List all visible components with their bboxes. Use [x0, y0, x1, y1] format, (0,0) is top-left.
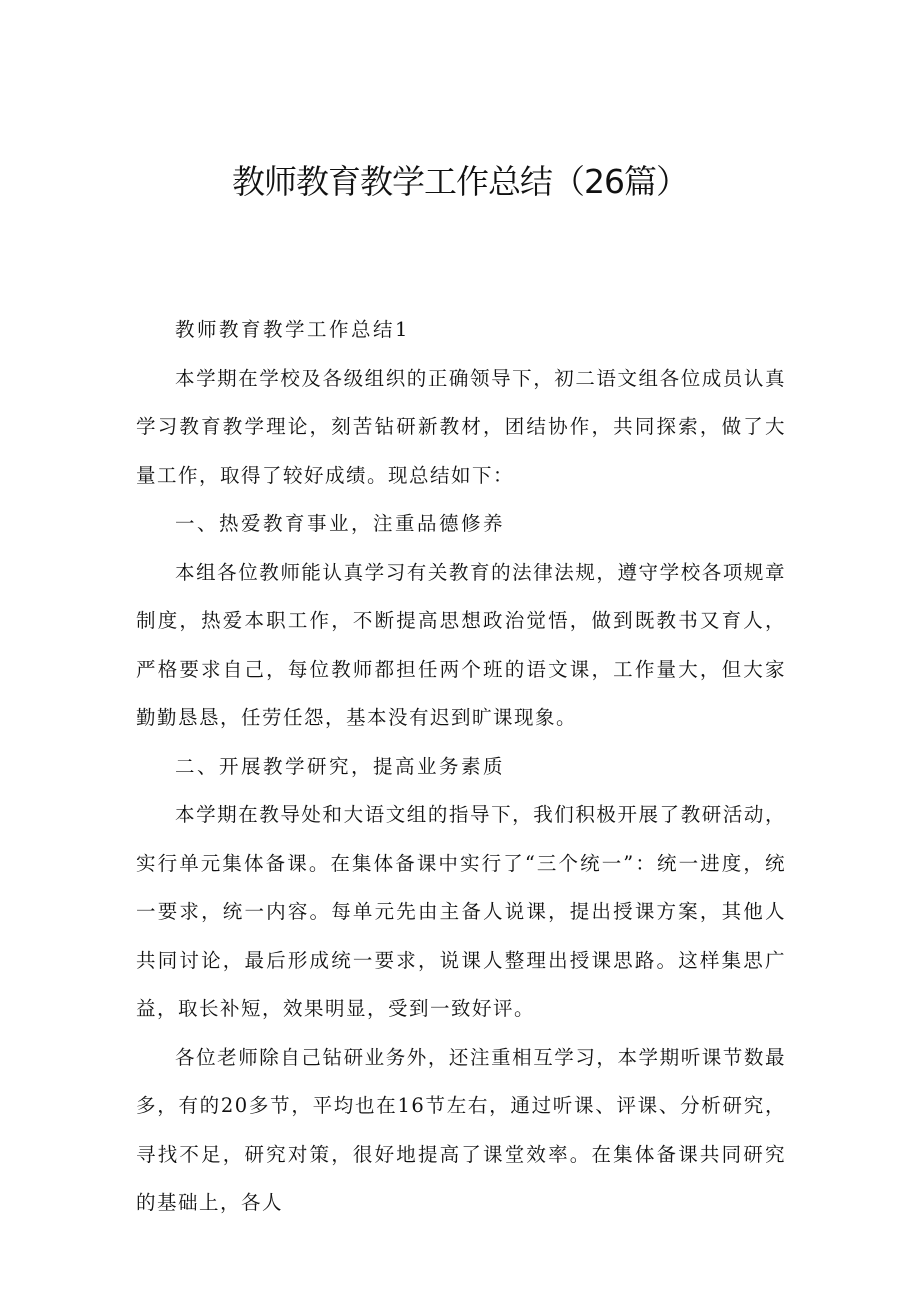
section-heading: 教师教育教学工作总结1	[175, 318, 410, 341]
body-paragraph: 本学期在教导处和大语文组的指导下，我们积极开展了教研活动，实行单元集体备课。在集体备课中实行了“三个统一”：统一进度，统一要求，统一内容。每单元先由主备人说课，提出授课方案，其他人共同讨论，最后形成统一要求，说课人整理出授课思路。这样集思广益，取长补短，效果明显，受到一致好评。	[136, 803, 786, 1020]
section-heading: 一、热爱教育事业，注重品德修养	[175, 512, 506, 535]
body-paragraph: 各位老师除自己钻研业务外，还注重相互学习，本学期听课节数最多，有的20多节，平均也在16节左右，通过听课、评课、分析研究，寻找不足，研究对策，很好地提高了课堂效率。在集体备课共同研究的基础上，各人	[136, 1045, 786, 1214]
document-body	[136, 306, 786, 1228]
body-paragraph: 本组各位教师能认真学习有关教育的法律法规，遵守学校各项规章制度，热爱本职工作，不断提高思想政治觉悟，做到既教书又育人，严格要求自己，每位教师都担任两个班的语文课，工作量大，但大家勤勤恳恳，任劳任怨，基本没有迟到旷课现象。	[136, 560, 786, 729]
document-title: 教师教育教学工作总结（26篇）	[232, 162, 688, 201]
section-heading: 二、开展教学研究，提高业务素质	[175, 754, 506, 778]
body-paragraph: 本学期在学校及各级组织的正确领导下，初二语文组各位成员认真学习教育教学理论，刻苦钻研新教材，团结协作，共同探索，做了大量工作，取得了较好成绩。现总结如下：	[136, 366, 786, 487]
